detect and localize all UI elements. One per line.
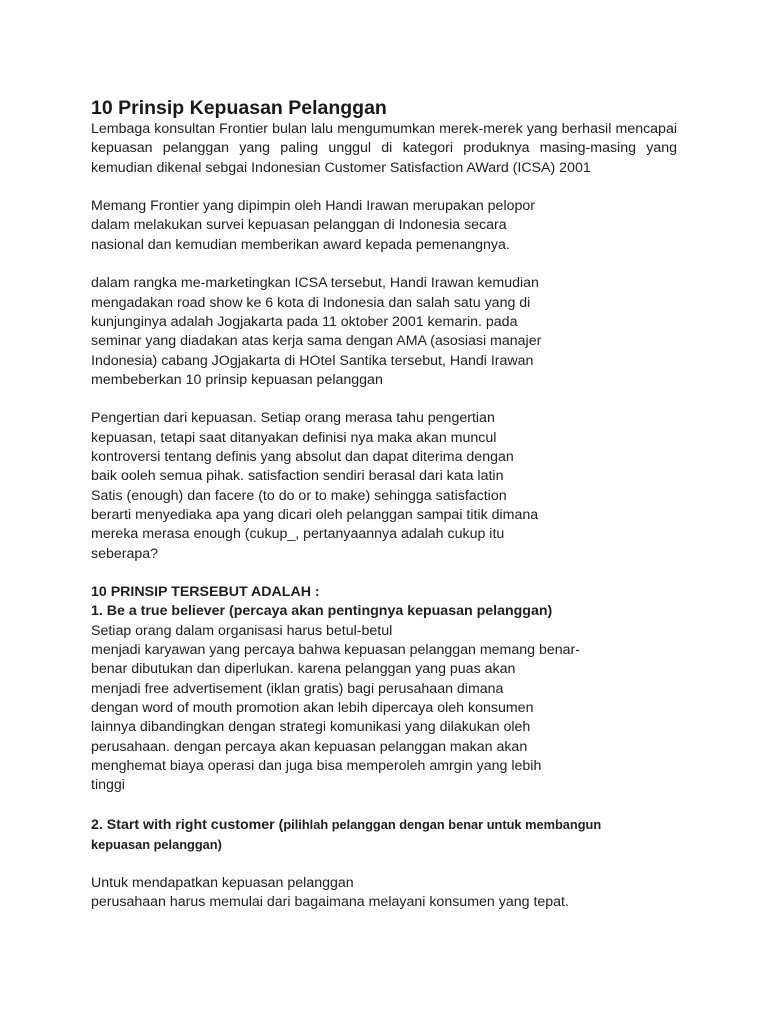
text-line: mengadakan road show ke 6 kota di Indonesia dan salah satu yang di [91, 294, 531, 311]
principle-1-heading: 1. Be a true believer (percaya akan pentingnya kepuasan pelanggan) [91, 603, 553, 620]
icsa-paragraph [91, 274, 677, 390]
principle-2-heading [91, 815, 677, 835]
principle-2-heading-sub: pilihlah pelanggan dengan benar untuk membangun [283, 816, 602, 832]
paragraph-gap [91, 564, 677, 583]
text-line: Untuk mendapatkan kepuasan pelanggan [91, 874, 354, 891]
text-line: Satis (enough) dan facere (to do or to make) sehingga satisfaction [91, 487, 507, 504]
text-line: menjadi karyawan yang percaya bahwa kepuasan pelanggan memang benar- [91, 642, 580, 659]
text-line: nasional dan kemudian memberikan award kepada pemenangnya. [91, 236, 510, 253]
document-title: 10 Prinsip Kepuasan Pelanggan [91, 97, 387, 119]
principle-2-body [91, 874, 677, 913]
text-line: perusahaan. dengan percaya akan kepuasan pelanggan makan akan [91, 738, 528, 755]
principle-2-section [91, 815, 677, 855]
text-line: dalam rangka me-marketingkan ICSA tersebut, Handi Irawan kemudian [91, 275, 539, 292]
document-page [91, 96, 677, 912]
text-line: benar dibutukan dan diperlukan. karena pelanggan yang puas akan [91, 661, 516, 678]
text-line: Setiap orang dalam organisasi harus betul-betul [91, 622, 393, 639]
text-line: berarti menyediaka apa yang dicari oleh pelanggan sampai titik dimana [91, 506, 539, 523]
paragraph-gap [91, 854, 677, 873]
section-heading: 10 PRINSIP TERSEBUT ADALAH : [91, 584, 320, 601]
frontier-paragraph [91, 197, 677, 255]
text-line: Indonesia) cabang JOgjakarta di HOtel Santika tersebut, Handi Irawan [91, 352, 534, 369]
text-line: seberapa? [91, 545, 159, 562]
text-line: kepuasan, tetapi saat ditanyakan definisi nya maka akan muncul [91, 429, 497, 446]
text-line: tinggi [91, 777, 125, 794]
intro-paragraph: Lembaga konsultan Frontier bulan lalu mengumumkan merek-merek yang berhasil mencapai kepuasan pelanggan yang paling unggul di kategori produknya masing-masing yang kemudian dikenal sebgai Indonesian Customer Satisfaction AWard (ICSA) 2001 [91, 121, 677, 176]
text-line: lainnya dibandingkan dengan strategi komunikasi yang dilakukan oleh [91, 719, 531, 736]
text-line: kontroversi tentang definis yang absolut dan dapat diterima dengan [91, 449, 514, 466]
paragraph-gap [91, 795, 677, 814]
text-line: mereka merasa enough (cukup_, pertanyaannya adalah cukup itu [91, 526, 505, 543]
principle-2-heading-main: 2. Start with right customer ( [91, 816, 284, 833]
text-line: baik ooleh semua pihak. satisfaction sendiri berasal dari kata latin [91, 468, 504, 485]
definition-paragraph [91, 409, 677, 563]
text-line: membeberkan 10 prinsip kepuasan pelanggan [91, 371, 383, 388]
text-line: perusahaan harus memulai dari bagaimana melayani konsumen yang tepat. [91, 893, 569, 910]
text-line: Memang Frontier yang dipimpin oleh Handi Irawan merupakan pelopor [91, 198, 535, 215]
text-line: menghemat biaya operasi dan juga bisa memperoleh amrgin yang lebih [91, 757, 542, 774]
text-line: seminar yang diadakan atas kerja sama dengan AMA (asosiasi manajer [91, 333, 542, 350]
text-line: kunjunginya adalah Jogjakarta pada 11 oktober 2001 kemarin. pada [91, 313, 518, 330]
principle-2-heading-continued: kepuasan pelanggan) [91, 836, 222, 852]
paragraph-gap [91, 390, 677, 409]
text-line: dalam melakukan survei kepuasan pelanggan di Indonesia secara [91, 217, 507, 234]
paragraph-gap [91, 178, 677, 197]
text-line: Pengertian dari kepuasan. Setiap orang merasa tahu pengertian [91, 410, 495, 427]
paragraph-gap [91, 255, 677, 274]
principles-section [91, 583, 677, 795]
text-line: dengan word of mouth promotion akan lebih dipercaya oleh konsumen [91, 699, 534, 716]
text-line: menjadi free advertisement (iklan gratis) bagi perusahaan dimana [91, 680, 504, 697]
